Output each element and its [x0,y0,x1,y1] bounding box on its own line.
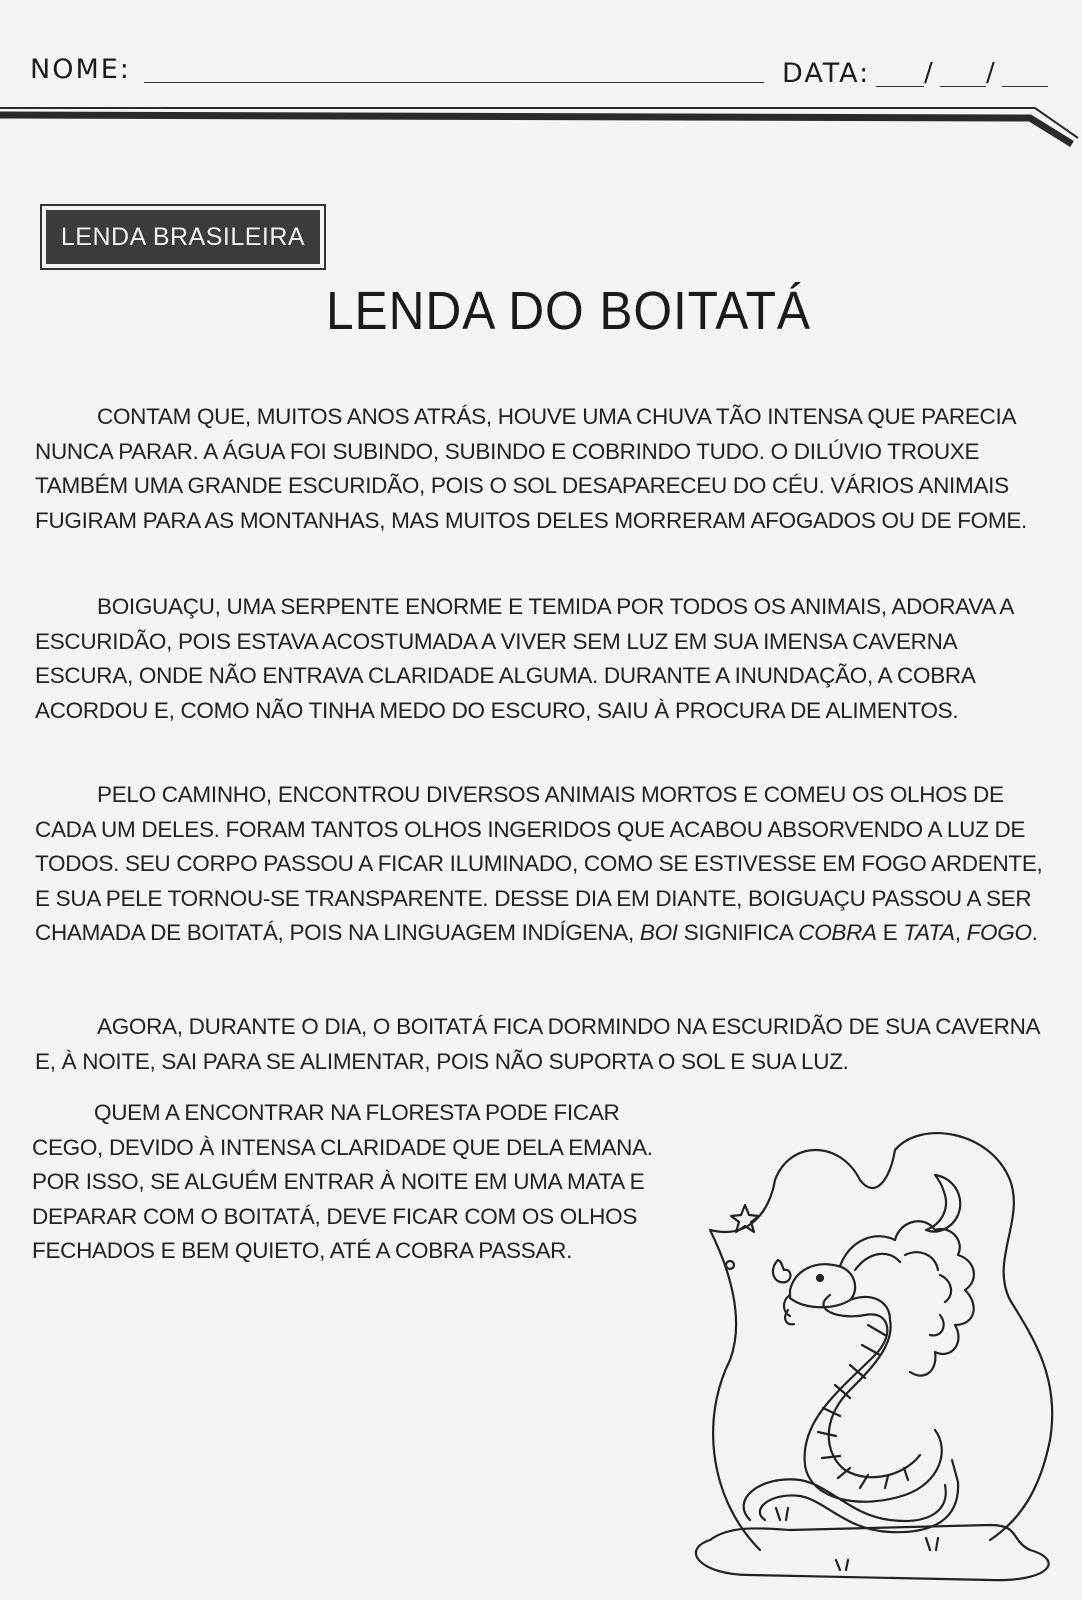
data-slash: / [986,58,995,88]
word-tata: TATA [903,920,955,945]
page-title: LENDA DO BOITATÁ [326,281,811,341]
genre-badge [40,204,326,270]
nome-label: NOME: [30,54,131,85]
period: . [1031,920,1038,945]
data-day-field[interactable] [876,86,924,87]
paragraph-3 [35,778,1045,951]
nome-field[interactable] [144,82,764,83]
paragraph-1: CONTAM QUE, MUITOS ANOS ATRÁS, HOUVE UMA CHUVA TÃO INTENSA QUE PARECIA NUNCA PARAR. A ÁGUA FOI SUBINDO, SUBINDO E COBRINDO TUDO. O DILÚVIO TROUXE TAMBÉM UMA GRANDE ESCURIDÃO, POIS O SOL DESAPARECEU DO CÉU. VÁRIOS ANIMAIS FUGIRAM PARA AS MONTANHAS, MAS MUITOS DELES MORRERAM AFOGADOS OU DE FOME. [35,404,1027,533]
word-boi: BOI [639,920,678,945]
paragraph-3-text: PELO CAMINHO, ENCONTROU DIVERSOS ANIMAIS MORTOS E COMEU OS OLHOS DE CADA UM DELES. FORAM TANTOS OLHOS INGERIDOS QUE ACABOU ABSORVENDO A LUZ DE TODOS. SEU CORPO PASSOU A FICAR ILUMINADO, COMO SE ESTIVESSE EM FOGO ARDENTE, E SUA PELE TORNOU-SE TRANSPARENTE. DESSE DIA EM DIANTE, BOIGUAÇU PASSOU A SER CHAMADA DE BOITATÁ, POIS NA LINGUAGEM INDÍGENA, [35,782,1043,945]
word-cobra: COBRA [798,920,877,945]
genre-badge-label: LENDA BRASILEIRA [46,210,320,264]
paragraph-5: QUEM A ENCONTRAR NA FLORESTA PODE FICAR CEGO, DEVIDO À INTENSA CLARIDADE QUE DELA EMANA. POR ISSO, SE ALGUÉM ENTRAR À NOITE EM UMA MATA E DEPARAR COM O BOITATÁ, DEVE FICAR COM OS OLHOS FECHADOS E BEM QUIETO, ATÉ A COBRA PASSAR. [32,1100,653,1263]
header [30,50,1050,90]
paragraph-2: BOIGUAÇU, UMA SERPENTE ENORME E TEMIDA POR TODOS OS ANIMAIS, ADORAVA A ESCURIDÃO, POIS ESTAVA ACOSTUMADA A VIVER SEM LUZ EM SUA IMENSA CAVERNA ESCURA, ONDE NÃO ENTRAVA CLARIDADE ALGUMA. DURANTE A INUNDAÇÃO, A COBRA ACORDOU E, COMO NÃO TINHA MEDO DO ESCURO, SAIU À PROCURA DE ALIMENTOS. [35,594,1013,723]
data-slash: / [924,58,933,88]
word-e: E [882,920,898,945]
data-year-field[interactable] [1002,86,1048,87]
word-fogo: FOGO [966,920,1032,945]
header-rule [0,100,1082,150]
boitata-serpent-icon [690,1120,1070,1590]
data-label: DATA: [782,58,871,89]
paragraph-4: AGORA, DURANTE O DIA, O BOITATÁ FICA DORMINDO NA ESCURIDÃO DE SUA CAVERNA E, À NOITE, SAI PARA SE ALIMENTAR, POIS NÃO SUPORTA O SOL E SUA LUZ. [35,1014,1039,1074]
word-significa: SIGNIFICA [683,920,793,945]
comma: , [954,920,961,945]
data-month-field[interactable] [940,86,986,87]
